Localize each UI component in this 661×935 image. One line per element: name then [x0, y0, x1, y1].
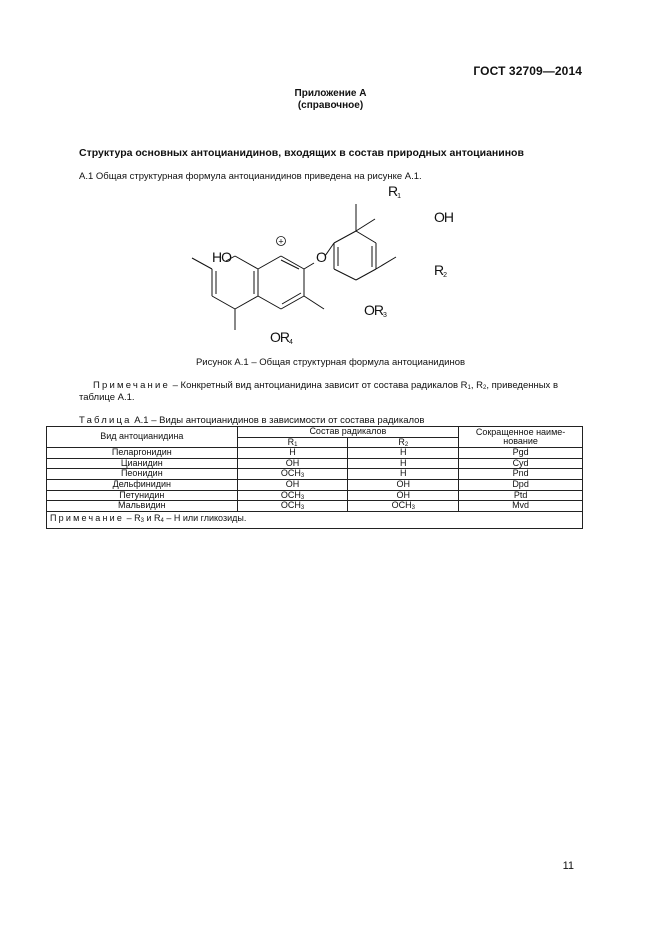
- table-caption: Таблица А.1 – Виды антоцианидинов в зависимости от состава радикалов: [79, 415, 425, 426]
- oxygen-label: O: [316, 249, 326, 265]
- header-type: Вид антоцианидина: [47, 427, 238, 448]
- cell-name: Пеонидин: [47, 469, 238, 480]
- cell-r2: OH: [348, 490, 459, 501]
- table-row: [47, 448, 583, 459]
- table-note-row: [47, 511, 583, 529]
- table-row: [47, 469, 583, 480]
- table-header-row: [47, 427, 583, 438]
- positive-charge: +: [278, 236, 284, 247]
- figure-note: Примечание – Конкретный вид антоцианидина зависит от состава радикалов $R_1$, $R_2$, приведенных в таблице А.1.: [79, 380, 558, 403]
- cell-name: Пеларгонидин: [47, 448, 238, 459]
- header-abbreviation: Сокращенное наиме- нование: [459, 427, 583, 448]
- appendix-heading: [0, 88, 661, 112]
- cell-r1: $OCH_3$: [237, 501, 348, 512]
- appendix-title: Приложение А: [294, 88, 367, 99]
- cell-r1: $OCH_3$: [237, 469, 348, 480]
- cell-name: Петунидин: [47, 490, 238, 501]
- table-caption-label: Таблица: [79, 415, 132, 426]
- cell-abbr: Mvd: [459, 501, 583, 512]
- appendix-subtitle: (справочное): [297, 100, 364, 111]
- cell-abbr: Dpd: [459, 479, 583, 490]
- table-row: [47, 490, 583, 501]
- r2-label: R2: [434, 262, 447, 279]
- r1-label: R1: [388, 183, 401, 200]
- figure-caption: Рисунок А.1 – Общая структурная формула антоцианидинов: [195, 357, 466, 368]
- cell-name: Цианидин: [47, 458, 238, 469]
- cell-abbr: Ptd: [459, 490, 583, 501]
- cell-name: Дельфинидин: [47, 479, 238, 490]
- cell-r2: H: [348, 458, 459, 469]
- header-r1: $R_1$: [237, 437, 348, 448]
- cell-r2: H: [348, 469, 459, 480]
- table-note: Примечание – $R_3$ и $R_4$ – H или гликозиды.: [47, 511, 583, 529]
- note-label: Примечание: [93, 380, 170, 391]
- formula-labels: [212, 183, 453, 346]
- structural-formula: [180, 180, 480, 350]
- anthocyanidin-table: [46, 426, 583, 529]
- table-note-label: Примечание: [50, 512, 125, 523]
- document-code: ГОСТ 32709—2014: [473, 64, 582, 78]
- page-number: 11: [562, 860, 574, 872]
- header-r2: $R_2$: [348, 437, 459, 448]
- hydroxyl-label-ho: HO: [212, 249, 231, 265]
- cell-abbr: Cyd: [459, 458, 583, 469]
- table-row: [47, 501, 583, 512]
- cell-abbr: Pnd: [459, 469, 583, 480]
- or4-label: OR4: [270, 329, 292, 346]
- header-radicals: Состав радикалов: [237, 427, 459, 438]
- cell-name: Мальвидин: [47, 501, 238, 512]
- cell-r1: H: [237, 448, 348, 459]
- cell-r2: OH: [348, 479, 459, 490]
- cell-abbr: Pgd: [459, 448, 583, 459]
- section-title: Структура основных антоцианидинов, входящих в состав природных антоцианинов: [79, 147, 524, 159]
- hydroxyl-label-oh: OH: [434, 209, 453, 225]
- or3-label: OR3: [364, 302, 386, 319]
- cell-r2: H: [348, 448, 459, 459]
- table-row: [47, 458, 583, 469]
- cell-r1: OH: [237, 458, 348, 469]
- table-row: [47, 479, 583, 490]
- cell-r1: $OCH_3$: [237, 490, 348, 501]
- cell-r2: $OCH_3$: [348, 501, 459, 512]
- intro-paragraph: А.1 Общая структурная формула антоцианидинов приведена на рисунке А.1.: [79, 171, 422, 182]
- cell-r1: OH: [237, 479, 348, 490]
